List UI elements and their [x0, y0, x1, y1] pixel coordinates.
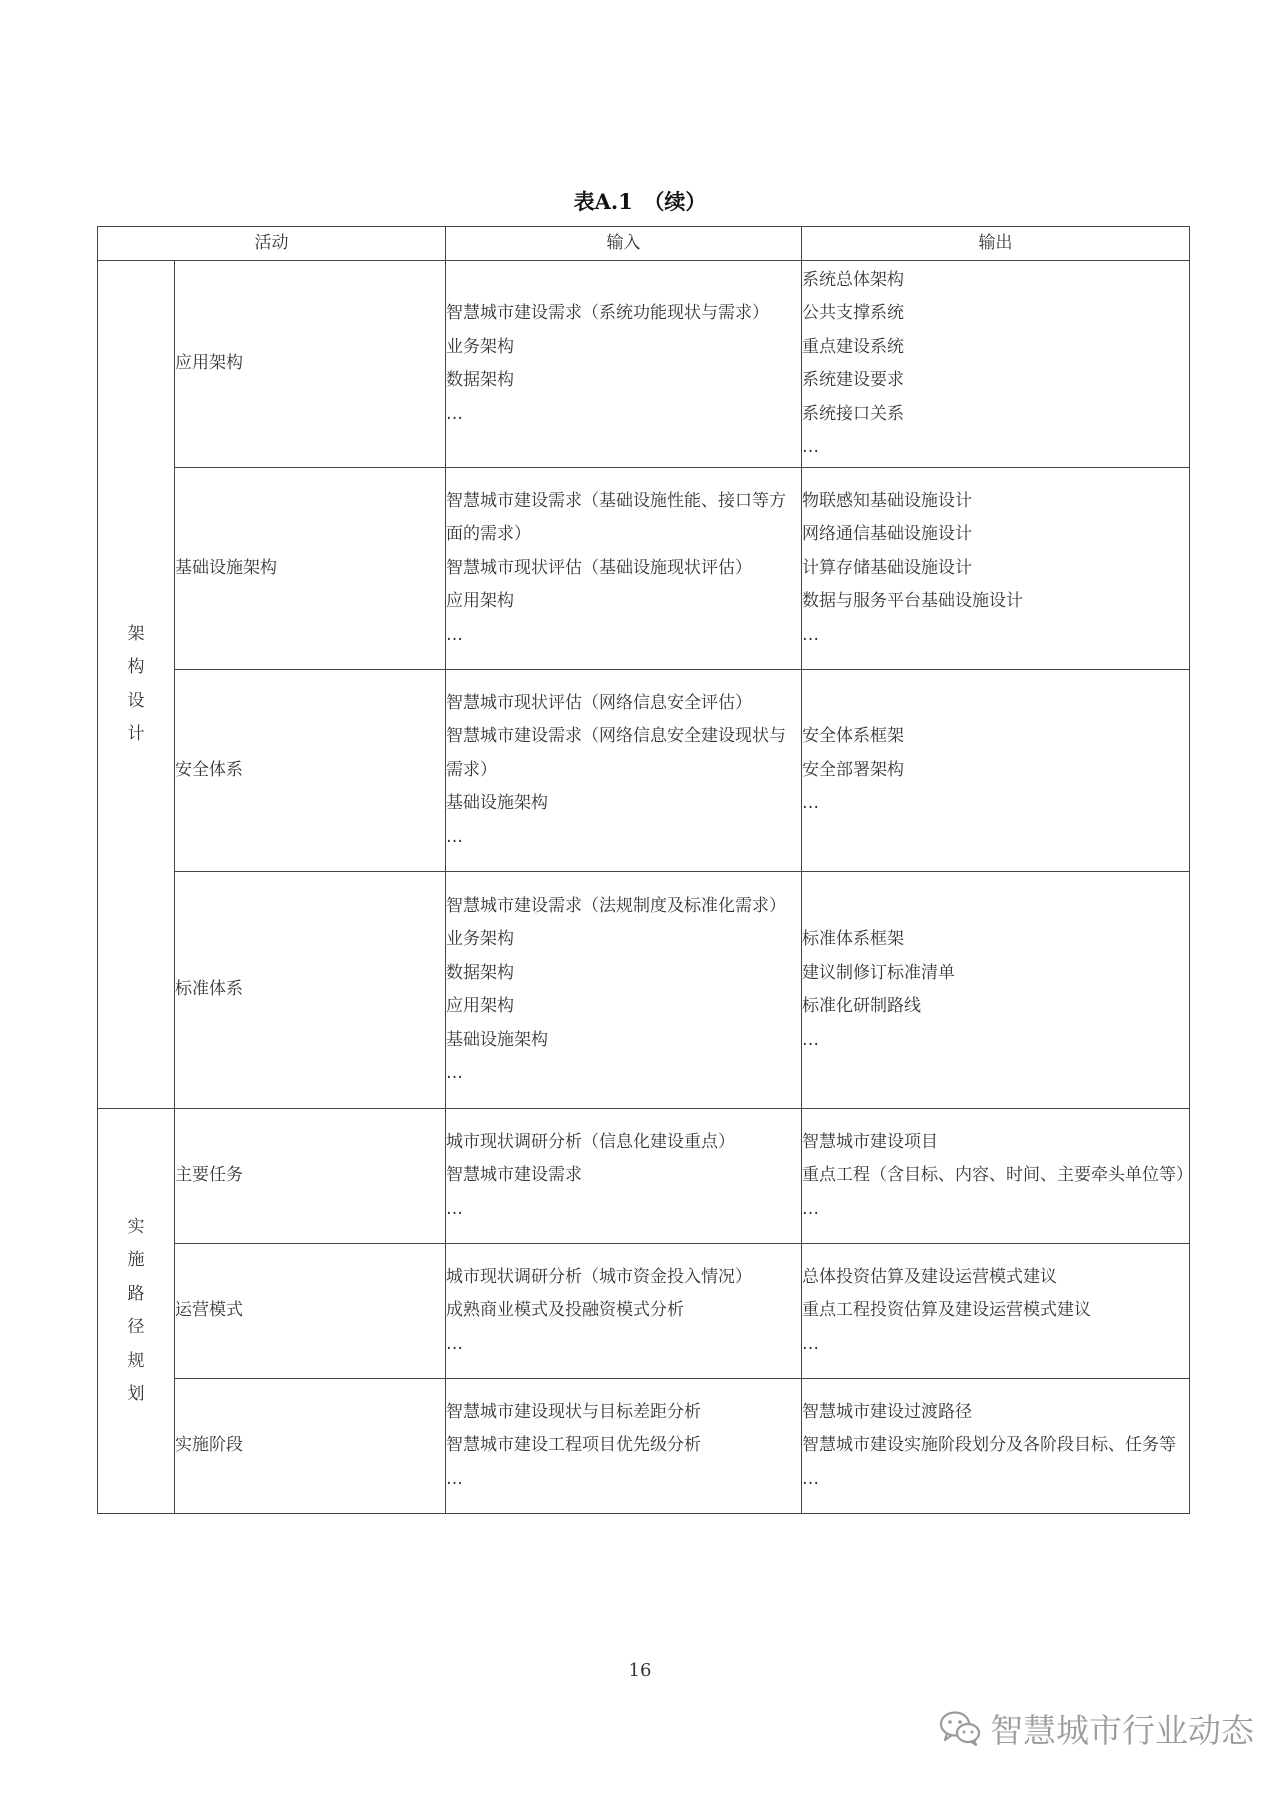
input-item: 智慧城市建设现状与目标差距分析 — [446, 1401, 701, 1422]
output-item: … — [802, 437, 819, 457]
input-cell — [446, 468, 802, 670]
input-item: … — [446, 403, 463, 424]
output-item: 系统总体架构 — [802, 269, 904, 290]
table-title: 表A.1 （续） — [573, 189, 707, 214]
output-item: 重点建设系统 — [802, 336, 904, 357]
watermark-text: 智慧城市行业动态 — [990, 1710, 1254, 1750]
table-row — [98, 1379, 1190, 1514]
output-item: 公共支撑系统 — [802, 303, 904, 323]
activity-table — [97, 226, 1193, 1514]
table-header-row — [98, 227, 1190, 261]
column-header-output: 输出 — [802, 227, 1190, 261]
output-item: 建议制修订标准清单 — [802, 962, 955, 983]
input-item: … — [446, 624, 463, 645]
input-item: 业务架构 — [446, 929, 514, 949]
output-item: … — [802, 1333, 819, 1354]
input-item: 应用架构 — [446, 996, 514, 1016]
watermark — [938, 1704, 1254, 1752]
output-item: 智慧城市建设实施阶段划分及各阶段目标、任务等 — [802, 1435, 1176, 1456]
output-item: 安全部署架构 — [802, 759, 904, 780]
input-item: 基础设施架构 — [446, 793, 548, 814]
activity-cell: 运营模式 — [175, 1244, 446, 1379]
input-cell — [446, 1109, 802, 1244]
activity-cell: 实施阶段 — [175, 1379, 446, 1514]
output-item: 物联感知基础设施设计 — [802, 490, 972, 511]
input-item: … — [446, 826, 463, 847]
output-item: 数据与服务平台基础设施设计 — [802, 591, 1023, 612]
output-cell — [802, 872, 1190, 1109]
group-cell — [98, 261, 175, 1109]
column-header-input: 输入 — [446, 227, 802, 261]
output-cell — [802, 1109, 1193, 1244]
input-item: 城市现状调研分析（城市资金投入情况） — [446, 1266, 752, 1287]
input-item: 智慧城市建设需求（系统功能现状与需求） — [446, 303, 769, 323]
input-item: 智慧城市建设需求（法规制度及标准化需求） — [446, 895, 786, 916]
output-cell — [802, 1244, 1190, 1379]
input-item: 智慧城市建设需求 — [446, 1165, 582, 1186]
input-item: 智慧城市现状评估（网络信息安全评估） — [446, 692, 752, 713]
group-label: 实施路径规划 — [127, 1216, 145, 1404]
output-item: 标准体系框架 — [802, 929, 904, 949]
input-cell — [446, 261, 802, 468]
activity-cell: 基础设施架构 — [175, 468, 446, 670]
table-row — [98, 670, 1190, 872]
table-row — [98, 261, 1190, 468]
input-item: 应用架构 — [446, 591, 514, 612]
input-item: 智慧城市建设工程项目优先级分析 — [446, 1435, 701, 1456]
output-cell — [802, 261, 1190, 468]
activity-cell: 主要任务 — [175, 1109, 446, 1244]
output-item: … — [802, 1468, 819, 1489]
input-item: 智慧城市现状评估（基础设施现状评估） — [446, 557, 752, 578]
table-row — [98, 1109, 1190, 1244]
input-item: … — [446, 1333, 463, 1354]
output-item: … — [802, 1198, 819, 1219]
output-item: 安全体系框架 — [802, 726, 904, 747]
output-item: 系统接口关系 — [802, 403, 904, 424]
column-header-activity: 活动 — [98, 227, 446, 261]
table-row — [98, 1244, 1190, 1379]
group-label: 架构设计 — [127, 623, 145, 744]
input-item: 城市现状调研分析（信息化建设重点） — [446, 1131, 735, 1152]
output-item: 智慧城市建设过渡路径 — [802, 1401, 972, 1422]
input-cell — [446, 872, 802, 1109]
input-item: … — [446, 1063, 463, 1083]
wechat-icon — [938, 1709, 982, 1747]
input-item: … — [446, 1198, 463, 1219]
input-item: 数据架构 — [446, 962, 514, 983]
output-item: … — [802, 624, 819, 645]
table-row — [98, 872, 1190, 1109]
output-item: 重点工程（含目标、内容、时间、主要牵头单位等） — [802, 1165, 1193, 1186]
output-cell — [802, 1379, 1190, 1514]
input-item: … — [446, 1468, 463, 1489]
output-cell — [802, 670, 1190, 872]
activity-cell: 安全体系 — [175, 670, 446, 872]
output-item: … — [802, 1029, 819, 1050]
input-item: 智慧城市建设需求（网络信息安全建设现状与需求） — [446, 726, 786, 780]
output-item: 重点工程投资估算及建设运营模式建议 — [802, 1300, 1091, 1321]
table-row — [98, 468, 1190, 670]
output-item: … — [802, 793, 819, 814]
output-item: 总体投资估算及建设运营模式建议 — [802, 1266, 1057, 1287]
output-item: 智慧城市建设项目 — [802, 1131, 938, 1152]
output-item: 网络通信基础设施设计 — [802, 524, 972, 545]
input-cell — [446, 670, 802, 872]
input-item: 成熟商业模式及投融资模式分析 — [446, 1300, 684, 1321]
input-cell — [446, 1244, 802, 1379]
input-item: 智慧城市建设需求（基础设施性能、接口等方面的需求） — [446, 490, 786, 545]
page-number: 16 — [628, 1660, 652, 1681]
output-item: 系统建设要求 — [802, 370, 904, 390]
output-item: 计算存储基础设施设计 — [802, 557, 972, 578]
group-cell — [98, 1109, 175, 1514]
output-cell — [802, 468, 1190, 670]
activity-cell: 应用架构 — [175, 261, 446, 468]
input-item: 数据架构 — [446, 370, 514, 390]
input-item: 业务架构 — [446, 336, 514, 357]
activity-cell: 标准体系 — [175, 872, 446, 1109]
input-cell — [446, 1379, 802, 1514]
input-item: 基础设施架构 — [446, 1029, 548, 1050]
output-item: 标准化研制路线 — [802, 996, 921, 1016]
